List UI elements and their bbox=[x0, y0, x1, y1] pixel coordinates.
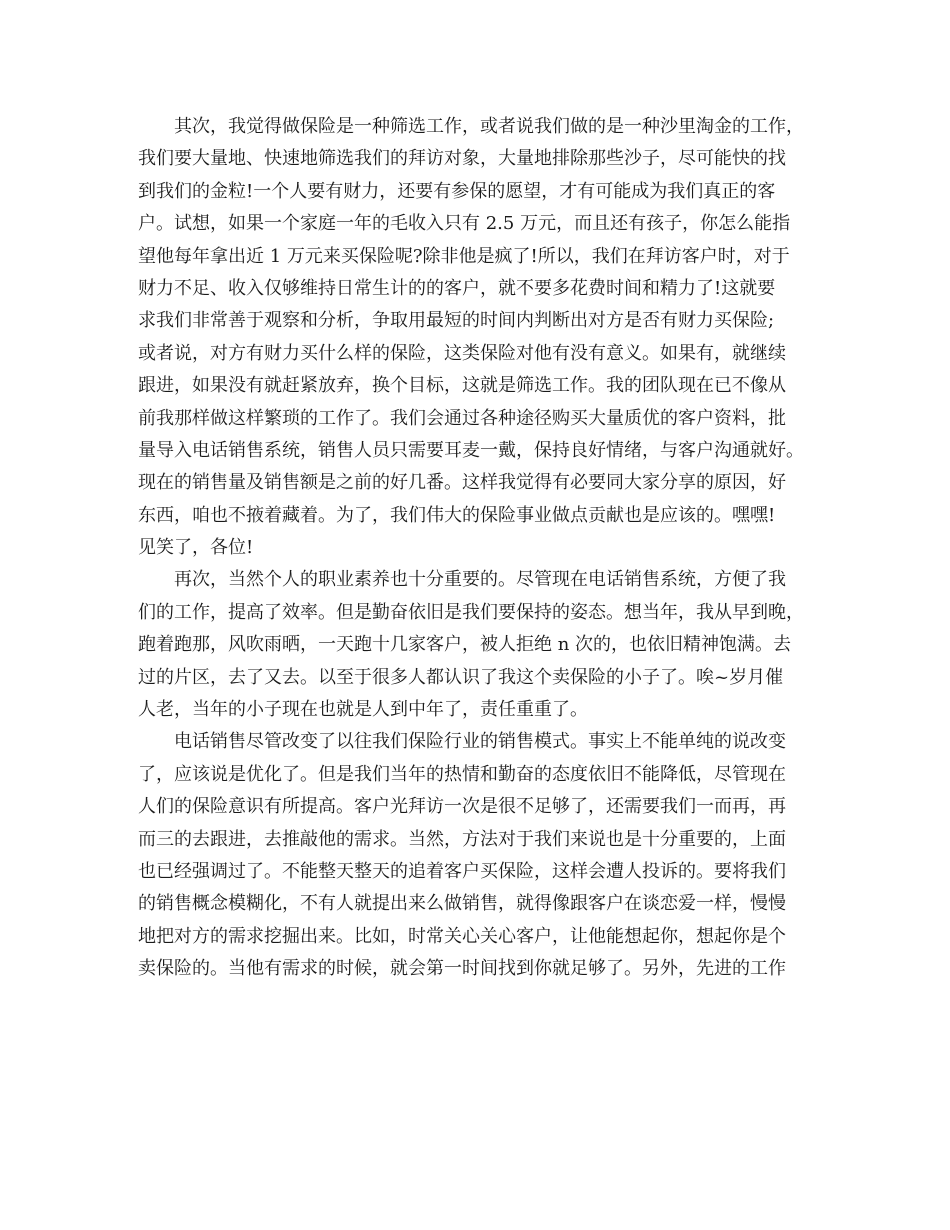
text-line: 过的片区，去了又去。以至于很多人都认识了我这个卖保险的小子了。唉~岁月催 bbox=[138, 666, 784, 688]
text-line: 现在的销售量及销售额是之前的好几番。这样我觉得有必要同大家分享的原因，好 bbox=[138, 472, 786, 494]
text-line: 我们要大量地、快速地筛选我们的拜访对象，大量地排除那些沙子，尽可能快的找 bbox=[138, 148, 786, 170]
text-line: 或者说，对方有财力买什么样的保险，这类保险对他有没有意义。如果有，就继续 bbox=[138, 342, 786, 364]
paragraph-1 bbox=[138, 111, 820, 564]
text-line: 户。试想，如果一个家庭一年的毛收入只有 2.5 万元，而且还有孩子，你怎么能指 bbox=[138, 213, 791, 235]
text-line: 跟进，如果没有就赶紧放弃，换个目标，这就是筛选工作。我的团队现在已不像从 bbox=[138, 375, 786, 397]
text-line: 求我们非常善于观察和分析，争取用最短的时间内判断出对方是否有财力买保险; bbox=[138, 310, 775, 332]
paragraph-2 bbox=[138, 564, 820, 726]
text-line: 财力不足、收入仅够维持日常生计的的客户，就不要多花费时间和精力了!这就要 bbox=[138, 277, 776, 299]
text-line: 人老，当年的小子现在也就是人到中年了，责任重重了。 bbox=[138, 699, 588, 721]
text-line: 了，应该说是优化了。但是我们当年的热情和勤奋的态度依旧不能降低，尽管现在 bbox=[138, 763, 786, 785]
text-line: 其次，我觉得做保险是一种筛选工作，或者说我们做的是一种沙里淘金的工作， bbox=[174, 116, 804, 137]
text-line: 卖保险的。当他有需求的时候，就会第一时间找到你就足够了。另外，先进的工作 bbox=[138, 958, 786, 980]
text-line: 的销售概念模糊化，不有人就提出来么做销售，就得像跟客户在谈恋爱一样，慢慢 bbox=[138, 893, 786, 915]
text-line: 到我们的金粒!一个人要有财力，还要有参保的愿望，才有可能成为我们真正的客 bbox=[138, 180, 776, 202]
text-line: 也已经强调过了。不能整天整天的追着客户买保险，这样会遭人投诉的。要将我们 bbox=[138, 860, 786, 882]
text-line: 见笑了，各位! bbox=[138, 537, 254, 559]
paragraph-3 bbox=[138, 726, 820, 985]
text-line: 跑着跑那，风吹雨晒，一天跑十几家客户，被人拒绝 n 次的，也依旧精神饱满。去 bbox=[138, 634, 792, 656]
text-line: 电话销售尽管改变了以往我们保险行业的销售模式。事实上不能单纯的说改变 bbox=[174, 731, 786, 753]
text-line: 再次，当然个人的职业素养也十分重要的。尽管现在电话销售系统，方便了我 bbox=[174, 569, 786, 591]
text-line: 望他每年拿出近 1 万元来买保险呢?除非他是疯了!所以，我们在拜访客户时，对于 bbox=[138, 245, 790, 267]
text-line: 而三的去跟进，去推敲他的需求。当然，方法对于我们来说也是十分重要的，上面 bbox=[138, 828, 786, 850]
document-page bbox=[138, 111, 820, 986]
text-line: 地把对方的需求挖掘出来。比如，时常关心关心客户，让他能想起你，想起你是个 bbox=[138, 925, 786, 947]
text-line: 们的工作，提高了效率。但是勤奋依旧是我们要保持的姿态。想当年，我从早到晚， bbox=[138, 601, 804, 623]
text-line: 东西，咱也不掖着藏着。为了，我们伟大的保险事业做点贡献也是应该的。嘿嘿! bbox=[138, 504, 776, 526]
text-line: 前我那样做这样繁琐的工作了。我们会通过各种途径购买大量质优的客户资料，批 bbox=[138, 407, 786, 429]
text-line: 人们的保险意识有所提高。客户光拜访一次是很不足够了，还需要我们一而再，再 bbox=[138, 796, 786, 818]
text-line: 量导入电话销售系统，销售人员只需要耳麦一戴，保持良好情绪，与客户沟通就好。 bbox=[138, 439, 804, 461]
